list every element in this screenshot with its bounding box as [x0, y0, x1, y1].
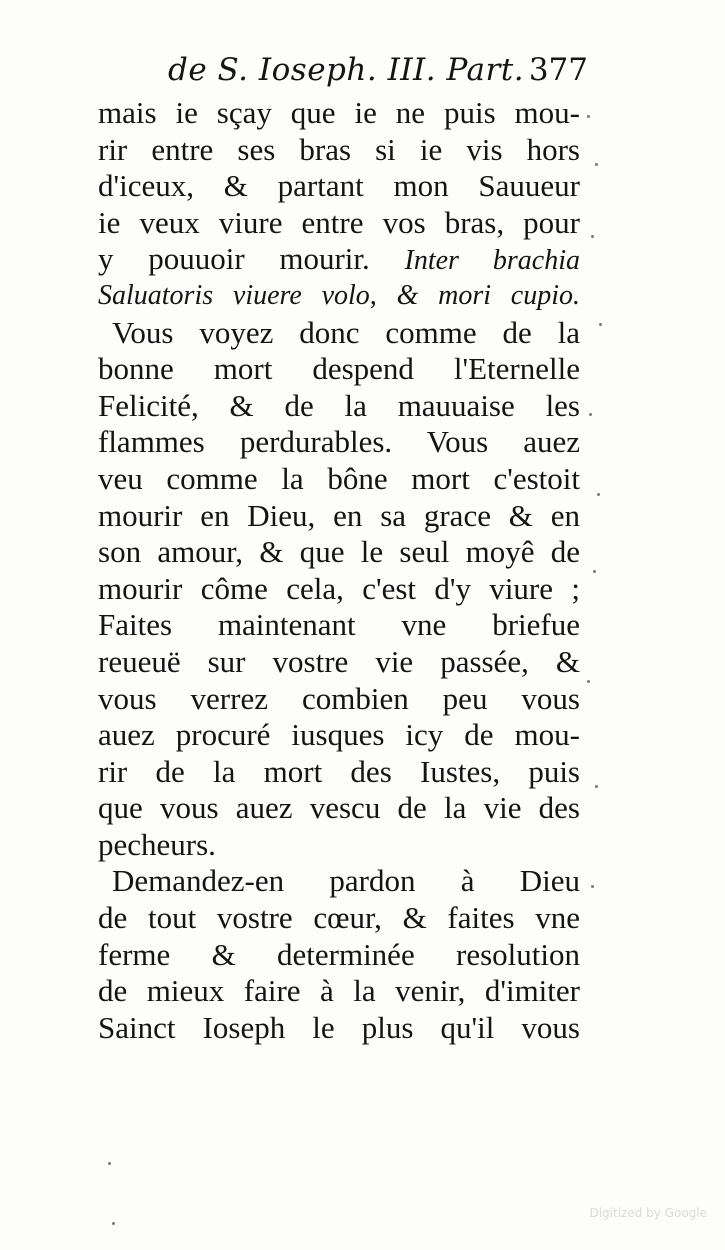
text-line: d'iceux, & partant mon Sauueur — [98, 168, 580, 204]
paragraph-end: pecheurs. — [98, 826, 216, 862]
text-line: rir de la mort des Iustes, puis — [98, 753, 580, 789]
speck — [589, 413, 592, 416]
text-line: mourir en Dieu, en sa grace & en — [98, 497, 580, 533]
text-line: flammes perdurables. Vous auez — [98, 424, 580, 460]
speck — [599, 323, 602, 326]
speck — [112, 1222, 115, 1225]
page-header — [168, 52, 588, 96]
page-number: 377 — [528, 52, 588, 88]
speck — [595, 163, 598, 166]
speck — [593, 570, 596, 573]
running-title: de S. Ioseph. III. Part. — [168, 52, 525, 88]
text-line: mourir côme cela, c'est d'y viure ; — [98, 570, 580, 606]
text-line: mais ie sçay que ie ne puis mou- — [98, 95, 580, 130]
text-line: de tout vostre cœur, & faites vne — [98, 900, 580, 936]
paragraph-start: Vous voyez donc comme de la — [112, 314, 580, 350]
text-line: ie veux viure entre vos bras, pour — [98, 204, 580, 240]
text-line: bonne mort despend l'Eternelle — [98, 351, 580, 387]
margin-specks — [585, 95, 625, 845]
speck — [587, 115, 590, 118]
text-line: vous verrez combien peu vous — [98, 680, 580, 716]
speck — [595, 785, 598, 788]
speck — [108, 1162, 111, 1165]
latin-quote-line: Saluatoris viuere volo, & mori cupio. — [98, 279, 580, 311]
speck — [591, 235, 594, 238]
text-line: auez procuré iusques icy de mou- — [98, 717, 580, 753]
text-line-mixed — [80, 241, 580, 278]
text-line: Felicité, & de la mauuaise les — [98, 387, 580, 423]
speck — [597, 493, 600, 496]
speck — [591, 885, 594, 888]
text-line: son amour, & que le seul moyê de — [98, 534, 580, 570]
speck — [587, 680, 590, 683]
text-segment: y pouuoir mourir. — [98, 241, 370, 277]
text-line: Sainct Ioseph le plus qu'il vous — [98, 1009, 580, 1045]
text-line: Faites maintenant vne briefue — [98, 607, 580, 643]
text-line: reueuë sur vostre vie passée, & — [98, 643, 580, 679]
digitization-watermark: Digitized by Google — [589, 1206, 707, 1220]
latin-quote-start: Inter brachia — [404, 245, 580, 277]
text-line: que vous auez vescu de la vie des — [98, 790, 580, 826]
body-text — [80, 95, 580, 1046]
text-line: ferme & determinée resolution — [98, 936, 580, 972]
text-line: veu comme la bône mort c'estoit — [98, 460, 580, 496]
text-line: rir entre ses bras si ie vis hors — [98, 131, 580, 167]
text-line: de mieux faire à la venir, d'imiter — [98, 973, 580, 1009]
paragraph-start: Demandez-en pardon à Dieu — [112, 863, 580, 899]
